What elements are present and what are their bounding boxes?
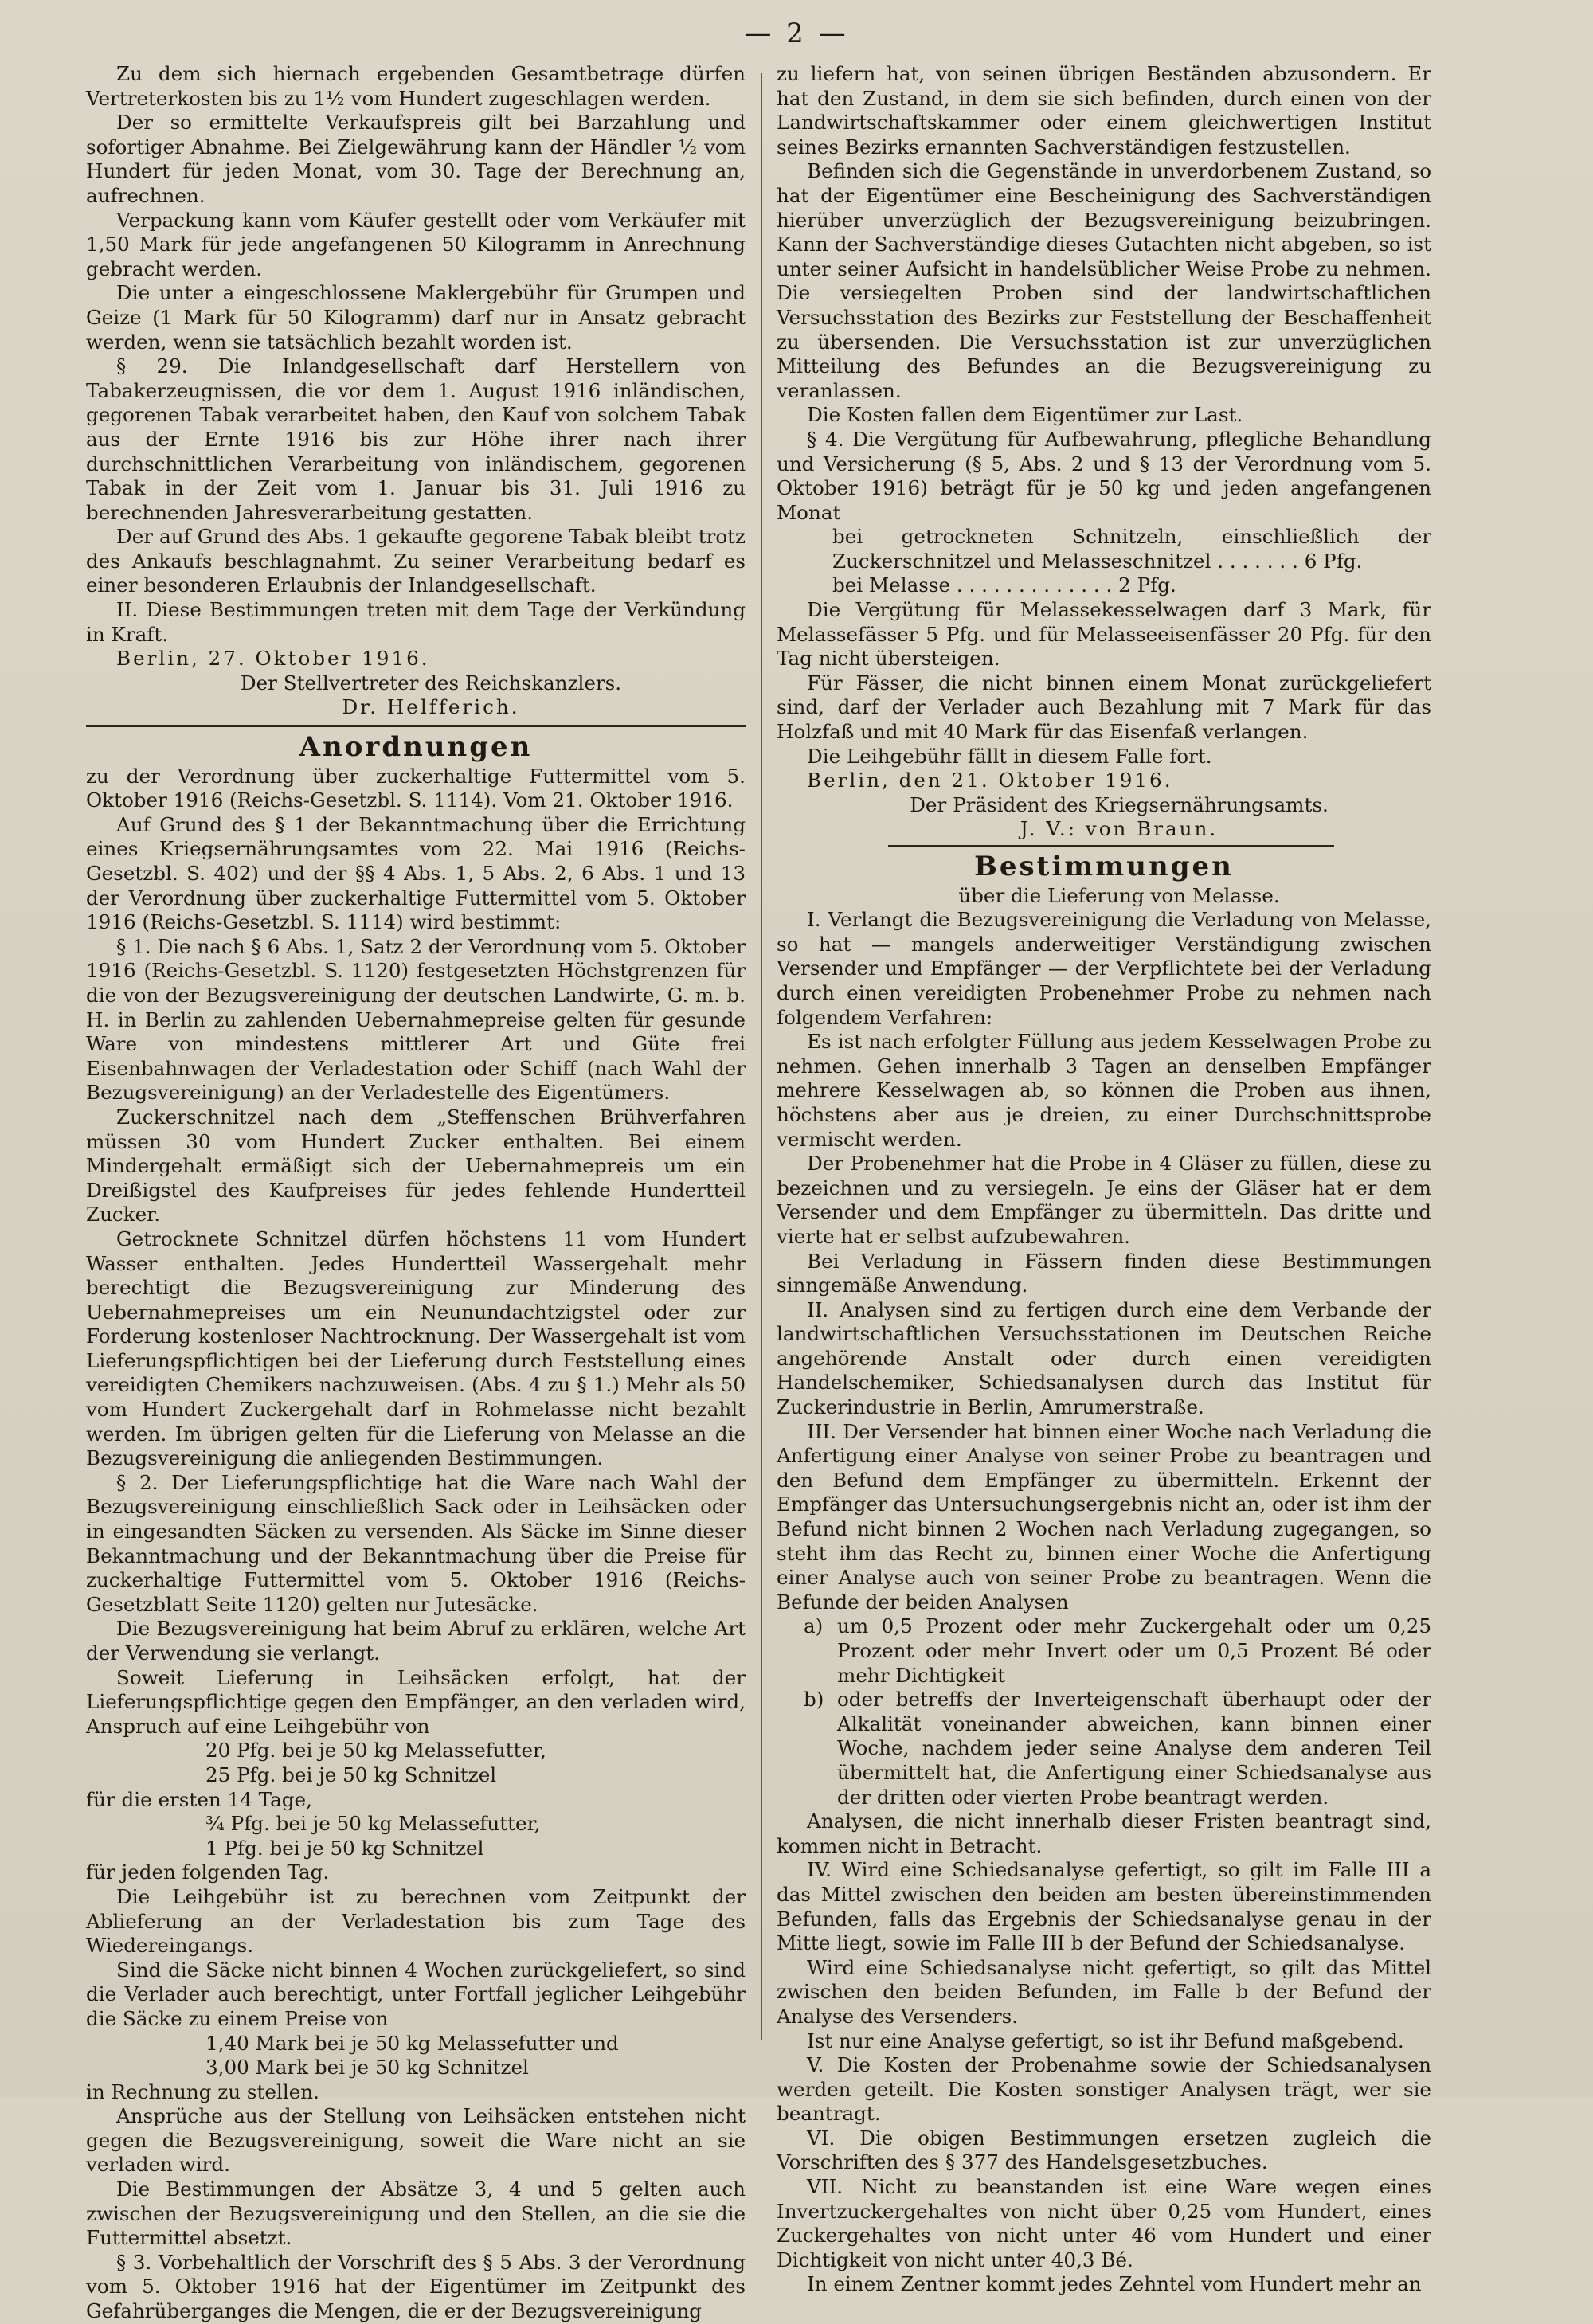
paragraph: Die Leihgebühr ist zu berechnen vom Zeitpunkt der Ablieferung an der Verladestation bis zum Tage des Wiedereingangs.: [86, 1884, 746, 1958]
list-item-label: a): [804, 1614, 824, 1638]
section-heading: Anordnungen: [299, 731, 533, 764]
paragraph: Die unter a eingeschlossene Maklergebühr für Grumpen und Geize (1 Mark für 50 Kilogramm) darf nur in Ansatz gebracht werden, wenn sie tatsächlich bezahlt worden ist.: [86, 281, 746, 354]
list-item: [777, 1688, 1431, 1810]
paragraph: Befinden sich die Gegenstände in unverdorbenem Zustand, so hat der Eigentümer eine Bescheinigung des Sachverständigen hierüber unverzüglich der Bezugsvereinigung beizubringen. Kann der Sachverständige dieses Gutachten nicht abgeben, so ist unter seiner Aufsicht in handelsüblicher Weise Probe zu nehmen. Die versiegelten Proben sind der landwirtschaftlichen Versuchsstation des Bezirks zur Feststellung der Beschaffenheit zu übersenden. Die Versuchsstation ist zur unverzüglichen Mitteilung des Befundes an die Bezugsvereinigung zu veranlassen.: [777, 159, 1431, 402]
paragraph: Der auf Grund des Abs. 1 gekaufte gegorene Tabak bleibt trotz des Ankaufs beschlagnahmt. Zu seiner Verarbeitung bedarf es einer besonderen Erlaubnis der Inlandgesellschaft.: [86, 525, 746, 597]
paragraph: Die Leihgebühr fällt in diesem Falle fort.: [807, 744, 1212, 768]
right-column: [777, 62, 1431, 2296]
paragraph: Der Probenehmer hat die Probe in 4 Gläser zu füllen, diese zu bezeichnen und zu versiegeln. Je eins der Gläser hat er dem Versender und dem Empfänger zu übermitteln. Das dritte und vierte hat er selbst aufzubewahren.: [777, 1152, 1431, 1248]
paragraph: § 4. Die Vergütung für Aufbewahrung, pflegliche Behandlung und Versicherung (§ 5, Abs. 2 und § 13 der Verordnung vom 5. Oktober 1916) beträgt für je 50 kg und jeden angefangenen Monat: [777, 427, 1431, 524]
section-rule: [888, 845, 1334, 847]
paragraph: Soweit Lieferung in Leihsäcken erfolgt, hat der Lieferungspflichtige gegen den Empfänger, an den verladen wird, Anspruch auf eine Leihgebühr von: [86, 1665, 746, 1738]
fee-period: für die ersten 14 Tage,: [86, 1787, 312, 1811]
fee-line: 3,00 Mark bei je 50 kg Schnitzel: [205, 2056, 529, 2079]
paragraph: § 1. Die nach § 6 Abs. 1, Satz 2 der Verordnung vom 5. Oktober 1916 (Reichs-Gesetzbl. S. 1120) festgesetzten Höchstgrenzen für die von der Bezugsvereinigung der deutschen Landwirte, G. m. b. H. in Berlin zu zahlenden Uebernahmepreise gelten für gesunde Ware von mindestens mittlerer Art und Güte frei Eisenbahnwagen der Verladestation oder Schiff (nach Wahl der Bezugsvereinigung) an der Verladestelle des Eigentümers.: [86, 934, 746, 1105]
date-line: Berlin, den 21. Oktober 1916.: [807, 769, 1173, 792]
fee-period: in Rechnung zu stellen.: [86, 2079, 319, 2103]
paragraph: II. Analysen sind zu fertigen durch eine dem Verbande der landwirtschaftlichen Versuchsstationen im Deutschen Reiche angehörende Anstalt oder durch einen vereidigten Handelschemiker, Schiedsanalysen durch das Institut für Zuckerindustrie in Berlin, Amrumerstraße.: [777, 1297, 1431, 1419]
paragraph: Sind die Säcke nicht binnen 4 Wochen zurückgeliefert, so sind die Verlader auch berechtigt, unter Fortfall jeglicher Leihgebühr die Säcke zu einem Preise von: [86, 1958, 746, 2030]
section-subtitle: zu der Verordnung über zuckerhaltige Futtermittel vom 5. Oktober 1916 (Reichs-Gesetzbl. S. 1114). Vom 21. Oktober 1916.: [86, 764, 746, 812]
fee-period: für jeden folgenden Tag.: [86, 1860, 330, 1884]
signer-name: J. V.: von Braun.: [1020, 817, 1219, 841]
section-subtitle: über die Lieferung von Melasse.: [958, 883, 1280, 907]
paragraph: Zuckerschnitzel nach dem „Steffenschen Brühverfahren müssen 30 vom Hundert Zucker enthalten. Bei einem Mindergehalt ermäßigt sich der Uebernahmepreis um ein Dreißigstel des Kaufpreises für jedes fehlende Hundertteil Zucker.: [86, 1105, 746, 1227]
fee-line: bei Melasse . . . . . . . . . . . . . 2 Pfg.: [832, 573, 1176, 597]
list-item-text: oder betreffs der Inverteigenschaft überhaupt oder der Alkalität voneinander abweichen, kann binnen einer Woche, nachdem jeder seine Analyse dem anderen Teil übermittelt hat, die Anfertigung einer Schiedsanalyse aus der dritten oder vierten Probe beantragt werden.: [837, 1688, 1431, 1809]
paragraph: VII. Nicht zu beanstanden ist eine Ware wegen eines Invertzuckergehaltes von nicht über 0,25 vom Hundert, eines Zuckergehaltes von nicht unter 46 vom Hundert und einer Dichtigkeit von nicht unter 40,3 Bé.: [777, 2175, 1431, 2271]
paragraph: Analysen, die nicht innerhalb dieser Fristen beantragt sind, kommen nicht in Betracht.: [777, 1810, 1431, 1857]
list-item-text: um 0,5 Prozent oder mehr Zuckergehalt oder um 0,25 Prozent oder mehr Invert oder um 0,5 Prozent Bé oder mehr Dichtigkeit: [837, 1614, 1431, 1687]
list-item: [777, 1614, 1431, 1688]
paragraph: Für Fässer, die nicht binnen einem Monat zurückgeliefert sind, darf der Verlader auch Bezahlung mit 7 Mark für das Holzfaß und mit 40 Mark für das Eisenfaß verlangen.: [777, 671, 1431, 744]
signer-role: Der Präsident des Kriegsernährungsamts.: [910, 792, 1329, 816]
paragraph: III. Der Versender hat binnen einer Woche nach Verladung die Anfertigung einer Analyse von seiner Probe zu beantragen und den Befund dem Empfänger zu übermitteln. Erkennt der Empfänger das Untersuchungsergebnis nicht an, oder ist ihm der Befund nicht binnen 2 Wochen nach Verladung zugegangen, so steht ihm das Recht zu, binnen einer Woche die Anfertigung einer Analyse auch von seiner Probe zu beantragen. Wenn die Befunde der beiden Analysen: [777, 1419, 1431, 1614]
fee-line: 1 Pfg. bei je 50 kg Schnitzel: [205, 1836, 484, 1860]
paragraph: § 29. Die Inlandgesellschaft darf Herstellern von Tabakerzeugnissen, die vor dem 1. August 1916 inländischen, gegorenen Tabak verarbeitet haben, den Kauf von solchem Tabak aus der Ernte 1916 bis zur Höhe ihrer nach ihrer durchschnittlichen Verarbeitung von inländischem, gegorenen Tabak in der Zeit vom 1. Januar bis 31. Juli 1916 zu berechnenden Jahresverarbeitung gestatten.: [86, 354, 746, 524]
paragraph: Die Vergütung für Melassekesselwagen darf 3 Mark, für Melassefässer 5 Pfg. und für Melasseeisenfässer 20 Pfg. für den Tag nicht übersteigen.: [777, 598, 1431, 671]
paragraph: Die Kosten fallen dem Eigentümer zur Last.: [807, 403, 1243, 427]
fee-line: bei getrockneten Schnitzeln, einschließlich der Zuckerschnitzel und Melasseschnitzel . . . . . . . 6 Pfg.: [832, 525, 1431, 573]
paragraph: § 2. Der Lieferungspflichtige hat die Ware nach Wahl der Bezugsvereinigung einschließlich Sack oder in Leihsäcken oder in eingesandten Säcken zu versenden. Als Säcke im Sinne dieser Bekanntmachung und der Bekanntmachung über die Preise für zuckerhaltige Futtermittel vom 5. Oktober 1916 (Reichs-Gesetzblatt Seite 1120) gelten nur Jutesäcke.: [86, 1470, 746, 1616]
fee-line: ¾ Pfg. bei je 50 kg Melassefutter,: [205, 1812, 541, 1836]
paragraph: Bei Verladung in Fässern finden diese Bestimmungen sinngemäße Anwendung.: [777, 1249, 1431, 1297]
paragraph: zu liefern hat, von seinen übrigen Beständen abzusondern. Er hat den Zustand, in dem sie sich befinden, durch einen von der Landwirtschaftskammer oder einem gleichwertigen Institut seines Bezirks ernannten Sachverständigen festzustellen.: [777, 62, 1431, 158]
column-divider: [761, 73, 762, 2040]
paragraph: Es ist nach erfolgter Füllung aus jedem Kesselwagen Probe zu nehmen. Gehen innerhalb 3 Tagen an denselben Empfänger mehrere Kesselwagen ab, so können die Proben aus ihnen, höchstens aber aus je dreien, zu einer Durchschnittsprobe vermischt werden.: [777, 1030, 1431, 1151]
paragraph: VI. Die obigen Bestimmungen ersetzen zugleich die Vorschriften des § 377 des Handelsgesetzbuches.: [777, 2126, 1431, 2174]
fee-line: 20 Pfg. bei je 50 kg Melassefutter,: [205, 1739, 546, 1763]
paragraph: Der so ermittelte Verkaufspreis gilt bei Barzahlung und sofortiger Abnahme. Bei Zielgewährung kann der Händler ½ vom Hundert für jeden Monat, vom 30. Tage der Berechnung an, aufrechnen.: [86, 111, 746, 207]
paragraph: Getrocknete Schnitzel dürfen höchstens 11 vom Hundert Wasser enthalten. Jedes Hundertteil Wassergehalt mehr berechtigt die Bezugsvereinigung zur Minderung des Uebernahmepreises um ein Neunundachtzigstel oder zur Forderung kostenloser Nachtrocknung. Der Wassergehalt ist vom Lieferungspflichtigen bei der Lieferung durch Feststellung eines vereidigten Chemikers nachzuweisen. (Abs. 4 zu § 1.) Mehr als 50 vom Hundert Zuckergehalt darf in Rohmelasse nicht bezahlt werden. Im übrigen gelten für die Lieferung von Melasse an die Bezugsvereinigung die anliegenden Bestimmungen.: [86, 1227, 746, 1470]
signer-role: Der Stellvertreter des Reichskanzlers.: [240, 671, 622, 694]
list-item-label: b): [804, 1688, 824, 1712]
paragraph: Zu dem sich hiernach ergebenden Gesamtbetrage dürfen Vertreterkosten bis zu 1½ vom Hundert zugeschlagen werden.: [86, 62, 746, 110]
paragraph: Verpackung kann vom Käufer gestellt oder vom Verkäufer mit 1,50 Mark für jede angefangenen 50 Kilogramm in Anrechnung gebracht werden.: [86, 208, 746, 280]
paragraph: IV. Wird eine Schiedsanalyse gefertigt, so gilt im Falle III a das Mittel zwischen den beiden am besten übereinstimmenden Befunden, falls das Ergebnis der Schiedsanalyse genau in der Mitte liegt, sowie im Falle III b der Befund der Schiedsanalyse.: [777, 1858, 1431, 1955]
section-heading: Bestimmungen: [974, 851, 1234, 882]
paragraph: Die Bestimmungen der Absätze 3, 4 und 5 gelten auch zwischen der Bezugsvereinigung und den Stellen, an die sie die Futtermittel absetzt.: [86, 2177, 746, 2250]
paragraph: In einem Zentner kommt jedes Zehntel vom Hundert mehr an: [807, 2272, 1422, 2296]
page-number: — 2 —: [744, 18, 849, 49]
paragraph: Die Bezugsvereinigung hat beim Abruf zu erklären, welche Art der Verwendung sie verlangt.: [86, 1617, 746, 1665]
paragraph: § 3. Vorbehaltlich der Vorschrift des § 5 Abs. 3 der Verordnung vom 5. Oktober 1916 hat der Eigentümer im Zeitpunkt des Gefahrüberganges die Mengen, die er der Bezugsvereinigung: [86, 2250, 746, 2323]
paragraph: V. Die Kosten der Probenahme sowie der Schiedsanalysen werden geteilt. Die Kosten sonstiger Analysen trägt, wer sie beantragt.: [777, 2053, 1431, 2126]
paragraph: Ansprüche aus der Stellung von Leihsäcken entstehen nicht gegen die Bezugsvereinigung, soweit die Ware nicht an sie verladen wird.: [86, 2104, 746, 2177]
paragraph: I. Verlangt die Bezugsvereinigung die Verladung von Melasse, so hat — mangels anderweitiger Verständigung zwischen Versender und Empfänger — der Verpflichtete bei der Verladung durch einen vereidigten Probenehmer Probe zu nehmen nach folgendem Verfahren:: [777, 908, 1431, 1029]
paragraph: II. Diese Bestimmungen treten mit dem Tage der Verkündung in Kraft.: [86, 598, 746, 646]
paragraph: Ist nur eine Analyse gefertigt, so ist ihr Befund maßgebend.: [807, 2029, 1404, 2052]
left-column: [86, 62, 746, 2323]
fee-line: 1,40 Mark bei je 50 kg Melassefutter und: [205, 2031, 619, 2055]
signer-name: Dr. Helfferich.: [342, 695, 520, 719]
section-rule: [86, 725, 746, 727]
paragraph: Auf Grund des § 1 der Bekanntmachung über die Errichtung eines Kriegsernährungsamtes vom 22. Mai 1916 (Reichs-Gesetzbl. S. 402) und der §§ 4 Abs. 1, 5 Abs. 2, 6 Abs. 1 und 13 der Verordnung über zuckerhaltige Futtermittel vom 5. Oktober 1916 (Reichs-Gesetzbl. S. 1114) wird bestimmt:: [86, 812, 746, 934]
fee-line: 25 Pfg. bei je 50 kg Schnitzel: [205, 1763, 497, 1786]
paragraph: Wird eine Schiedsanalyse nicht gefertigt, so gilt das Mittel zwischen den beiden Befunden, im Falle b der Befund der Analyse des Versenders.: [777, 1955, 1431, 2028]
date-line: Berlin, 27. Oktober 1916.: [116, 647, 430, 671]
